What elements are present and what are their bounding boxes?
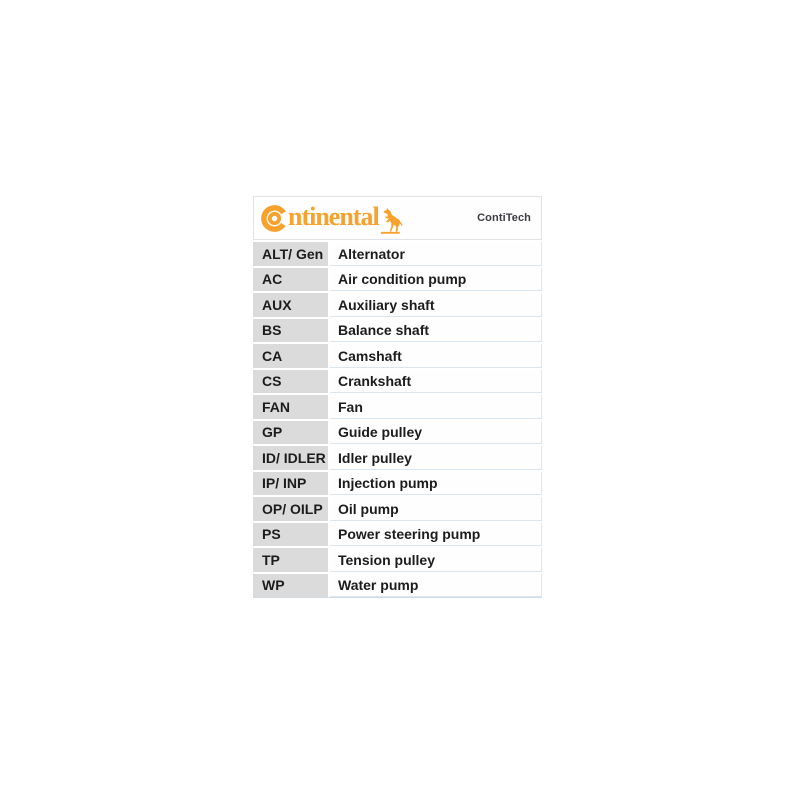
description-cell: Water pump xyxy=(330,574,542,598)
description-cell: Fan xyxy=(330,395,542,419)
abbr-cell: ALT/ Gen xyxy=(253,242,328,266)
abbr-cell: PS xyxy=(253,523,328,547)
description-cell: Power steering pump xyxy=(330,523,542,547)
abbr-cell: CS xyxy=(253,370,328,394)
legend-row xyxy=(253,548,542,572)
description-cell: Injection pump xyxy=(330,472,542,496)
legend-row xyxy=(253,293,542,317)
description-cell: Idler pulley xyxy=(330,446,542,470)
brand-header xyxy=(253,196,542,240)
description-cell: Tension pulley xyxy=(330,548,542,572)
abbr-cell: AC xyxy=(253,268,328,292)
legend-row xyxy=(253,370,542,394)
abbr-cell: OP/ OILP xyxy=(253,497,328,521)
legend-row xyxy=(253,421,542,445)
legend-row xyxy=(253,268,542,292)
description-cell: Guide pulley xyxy=(330,421,542,445)
description-cell: Auxiliary shaft xyxy=(330,293,542,317)
legend-row xyxy=(253,446,542,470)
continental-monogram-icon xyxy=(260,204,289,233)
legend-row xyxy=(253,319,542,343)
legend-row xyxy=(253,497,542,521)
legend-row xyxy=(253,395,542,419)
legend-row xyxy=(253,523,542,547)
abbr-cell: AUX xyxy=(253,293,328,317)
abbr-cell: WP xyxy=(253,574,328,598)
legend-sheet xyxy=(253,196,542,597)
abbr-cell: IP/ INP xyxy=(253,472,328,496)
description-cell: Crankshaft xyxy=(330,370,542,394)
abbreviation-legend-table xyxy=(253,242,542,597)
description-cell: Camshaft xyxy=(330,344,542,368)
legend-row xyxy=(253,344,542,368)
description-cell: Air condition pump xyxy=(330,268,542,292)
abbr-cell: TP xyxy=(253,548,328,572)
legend-row xyxy=(253,472,542,496)
description-cell: Oil pump xyxy=(330,497,542,521)
legend-row xyxy=(253,574,542,598)
contitech-logo: ContiTech xyxy=(477,212,531,224)
abbr-cell: GP xyxy=(253,421,328,445)
rearing-horse-icon xyxy=(380,206,404,235)
description-cell: Balance shaft xyxy=(330,319,542,343)
abbr-cell: CA xyxy=(253,344,328,368)
description-cell: Alternator xyxy=(330,242,542,266)
continental-logo xyxy=(260,204,404,233)
abbr-cell: ID/ IDLER xyxy=(253,446,328,470)
continental-wordmark: ntinental xyxy=(288,202,379,231)
abbr-cell: BS xyxy=(253,319,328,343)
abbr-cell: FAN xyxy=(253,395,328,419)
legend-row xyxy=(253,242,542,266)
